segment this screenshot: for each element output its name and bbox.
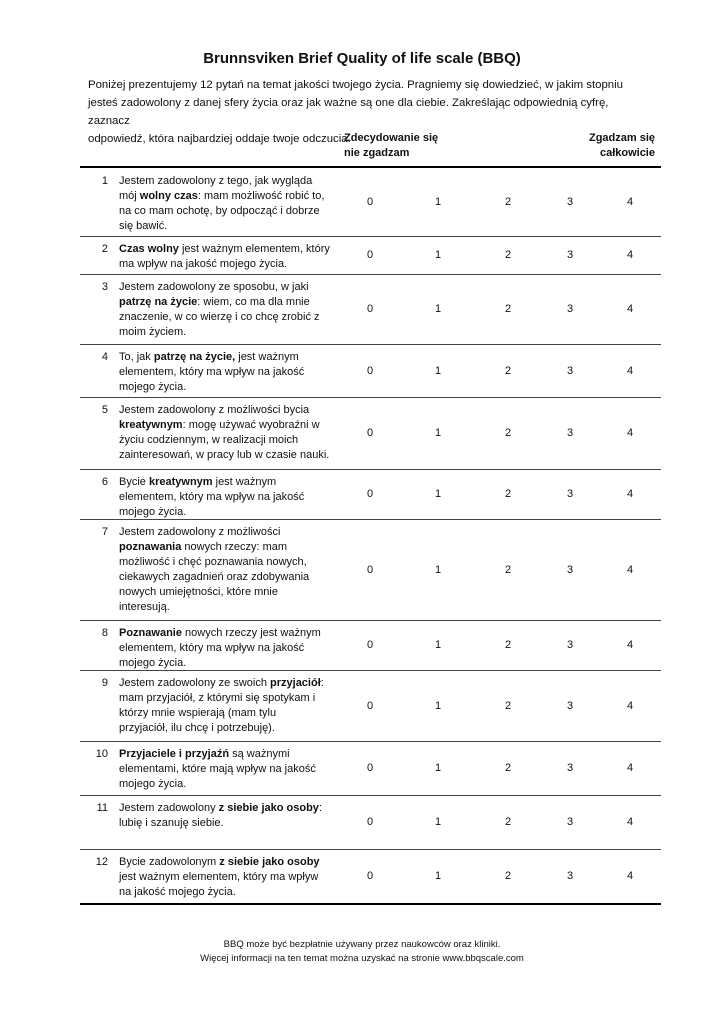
rating-option-3[interactable]: 3 (566, 196, 574, 208)
question-line (119, 656, 341, 671)
question-text (119, 403, 341, 463)
rating-option-0[interactable]: 0 (366, 196, 374, 208)
row-divider (80, 519, 661, 520)
question-line (119, 418, 341, 433)
rating-option-4[interactable]: 4 (626, 249, 634, 261)
question-text-segment: ciekawych zagadnień oraz zdobywania (119, 571, 310, 583)
question-emphasis: Czas wolny (119, 243, 179, 255)
question-text-segment: są ważnymi (229, 748, 290, 760)
scale-header-agree (540, 131, 655, 161)
rating-option-4[interactable]: 4 (626, 364, 634, 377)
footer-note (0, 938, 724, 966)
page-title: Brunnsviken Brief Quality of life scale (BBQ) (203, 50, 521, 67)
rating-option-3[interactable]: 3 (566, 762, 574, 774)
question-text-segment: Jestem zadowolony z możliwości (119, 526, 281, 538)
question-text (119, 747, 341, 792)
rating-option-3[interactable]: 3 (566, 303, 574, 315)
question-line (119, 706, 341, 721)
question-text (119, 475, 341, 520)
question-line (119, 721, 341, 736)
question-row (80, 622, 661, 670)
question-number: 8 (101, 627, 108, 639)
row-divider (80, 274, 661, 275)
rating-option-3[interactable]: 3 (566, 639, 574, 651)
question-text (119, 525, 341, 615)
question-text-segment: na jakość mojego życia. (119, 886, 236, 898)
row-divider (80, 741, 661, 742)
question-text-segment: moim życiem. (119, 326, 187, 338)
question-number: 6 (101, 476, 108, 488)
rating-option-4[interactable]: 4 (626, 699, 634, 712)
question-line (119, 310, 341, 325)
question-row (80, 170, 661, 236)
rating-option-0[interactable]: 0 (366, 249, 374, 261)
question-text (119, 350, 341, 395)
question-text-segment: mojego życia. (119, 657, 187, 669)
question-line (119, 295, 341, 310)
question-emphasis: kreatywnym (119, 419, 183, 431)
row-divider (80, 795, 661, 796)
rating-option-1[interactable]: 1 (434, 816, 442, 828)
question-text-segment: elementami, które mają wpływ na jakość (119, 763, 316, 775)
question-text-segment: nowych rzeczy jest ważnym (181, 627, 321, 639)
question-number: 12 (95, 856, 108, 868)
question-text-segment: znaczenie, w co wierzę i co chcę zrobić z (119, 311, 320, 323)
question-line (119, 570, 341, 585)
question-row (80, 399, 661, 469)
row-divider (80, 620, 661, 621)
question-row (80, 672, 661, 741)
rating-option-1[interactable]: 1 (434, 699, 442, 712)
question-text-segment: mojego życia. (119, 778, 187, 790)
question-line (119, 365, 341, 380)
question-text (119, 242, 341, 272)
footer-line: BBQ może być bezpłatnie używany przez naukowców oraz kliniki. (223, 939, 501, 950)
rating-option-4[interactable]: 4 (626, 563, 634, 576)
question-text-segment: zainteresowań, w pracy lub w czasie nauki. (119, 449, 330, 461)
question-row (80, 471, 661, 519)
rating-option-1[interactable]: 1 (434, 303, 442, 315)
question-text-segment: jest ważnym elementem, który (178, 243, 330, 255)
question-text-segment: życiu codziennym, w realizacji moich (119, 434, 299, 446)
question-text-segment: Jestem zadowolony z możliwości bycia (119, 404, 310, 416)
question-text-segment: się bawić. (119, 220, 168, 232)
rating-option-4[interactable]: 4 (626, 639, 634, 651)
intro-line: jesteś zadowolony z danej sfery życia oraz jak ważne są one dla ciebie. Zakreślając odpowiednią cyfrę, zaznacz (88, 97, 609, 127)
question-text-segment: mój (119, 190, 140, 202)
question-row (80, 743, 661, 795)
rating-option-3[interactable]: 3 (566, 870, 574, 882)
rating-option-3[interactable]: 3 (566, 364, 574, 377)
rating-option-2[interactable]: 2 (504, 816, 512, 828)
question-number: 2 (101, 243, 108, 255)
question-line (119, 641, 341, 656)
question-text-segment: jest ważnym elementem, który ma wpływ (119, 871, 319, 883)
question-line (119, 433, 341, 448)
scale-header-disagree (344, 131, 484, 161)
question-row (80, 851, 661, 903)
question-text-segment: : (318, 802, 322, 814)
question-text-segment: : (320, 677, 324, 689)
question-text-segment: nowych umiejętności, które mnie (119, 586, 278, 598)
question-number: 4 (101, 351, 108, 363)
question-emphasis: Przyjaciele i przyjaźń (119, 748, 230, 760)
question-number: 1 (101, 175, 108, 187)
scale-header-line: całkowicie (599, 147, 655, 159)
question-line (119, 855, 341, 870)
question-line (119, 174, 341, 189)
question-text-segment: nowych rzeczy: mam (181, 541, 288, 553)
question-line (119, 555, 341, 570)
row-divider (80, 849, 661, 850)
rating-option-4[interactable]: 4 (626, 762, 634, 774)
rating-option-0[interactable]: 0 (366, 870, 374, 882)
rating-option-3[interactable]: 3 (566, 249, 574, 261)
question-emphasis: Poznawanie (119, 627, 182, 639)
question-line (119, 189, 341, 204)
row-divider (80, 469, 661, 470)
question-line (119, 801, 341, 816)
question-line (119, 380, 341, 395)
scale-header-line: Zdecydowanie się (344, 132, 439, 144)
rating-option-3[interactable]: 3 (566, 816, 574, 828)
question-line (119, 525, 341, 540)
question-line (119, 885, 341, 900)
question-text-segment: Bycie (119, 476, 149, 488)
rating-option-1[interactable]: 1 (434, 870, 442, 882)
question-text (119, 174, 341, 234)
question-text-segment: Jestem zadowolony z tego, jak wygląda (119, 175, 313, 187)
question-emphasis: patrzę na życie (119, 296, 198, 308)
question-line (119, 257, 341, 272)
question-number: 7 (101, 526, 108, 538)
question-text-segment: mam przyjaciół, z którymi się spotykam i (119, 692, 316, 704)
question-emphasis: z siebie jako osoby (218, 802, 319, 814)
question-line (119, 475, 341, 490)
rating-option-0[interactable]: 0 (366, 639, 374, 651)
rating-option-1[interactable]: 1 (434, 639, 442, 651)
question-text (119, 280, 341, 340)
rating-option-4[interactable]: 4 (626, 303, 634, 315)
question-text (119, 676, 341, 736)
rating-option-2[interactable]: 2 (504, 870, 512, 882)
rating-option-4[interactable]: 4 (626, 870, 634, 882)
scale-header-line: nie zgadzam (344, 147, 410, 159)
question-line (119, 280, 341, 295)
rating-option-2[interactable]: 2 (504, 563, 512, 576)
rating-option-1[interactable]: 1 (434, 563, 442, 576)
question-text-segment: : wiem, co ma dla mnie (197, 296, 310, 308)
question-number: 5 (101, 404, 108, 416)
rating-option-0[interactable]: 0 (366, 563, 374, 576)
row-divider (80, 236, 661, 237)
question-text-segment: interesują. (119, 601, 170, 613)
question-line (119, 204, 341, 219)
question-text-segment: jest ważnym (212, 476, 277, 488)
question-line (119, 676, 341, 691)
question-line (119, 762, 341, 777)
question-row (80, 276, 661, 344)
question-line (119, 242, 341, 257)
question-text-segment: ma wpływ na jakość mojego życia. (119, 258, 288, 270)
rating-option-0[interactable]: 0 (366, 816, 374, 828)
question-line (119, 448, 341, 463)
rating-option-2[interactable]: 2 (504, 639, 512, 651)
question-text-segment: : mogę używać wyobraźni w (182, 419, 320, 431)
question-emphasis: wolny czas (139, 190, 198, 202)
rating-option-2[interactable]: 2 (504, 364, 512, 377)
question-line (119, 777, 341, 792)
row-divider (80, 344, 661, 345)
rating-option-1[interactable]: 1 (434, 762, 442, 774)
rating-option-4[interactable]: 4 (626, 196, 634, 208)
rating-option-3[interactable]: 3 (566, 427, 574, 439)
question-row (80, 797, 661, 849)
question-text-segment: Jestem zadowolony ze swoich (119, 677, 271, 689)
rating-option-1[interactable]: 1 (434, 488, 442, 500)
question-line (119, 219, 341, 234)
rating-option-0[interactable]: 0 (366, 427, 374, 439)
question-text-segment: To, jak (119, 351, 154, 363)
rating-option-2[interactable]: 2 (504, 249, 512, 261)
scale-header-line: Zgadzam się (588, 132, 655, 144)
rating-option-0[interactable]: 0 (366, 699, 374, 712)
row-divider (80, 670, 661, 671)
question-line (119, 585, 341, 600)
question-line (119, 540, 341, 555)
question-emphasis: z siebie jako osoby (219, 856, 320, 868)
rating-option-3[interactable]: 3 (566, 699, 574, 712)
rating-option-3[interactable]: 3 (566, 563, 574, 576)
question-number: 3 (101, 281, 108, 293)
question-line (119, 691, 341, 706)
question-line (119, 816, 341, 831)
question-text-segment: lubię i szanuję siebie. (119, 817, 224, 829)
rating-option-1[interactable]: 1 (434, 364, 442, 377)
table-top-rule (80, 166, 661, 168)
table-bottom-rule (80, 903, 661, 905)
intro-line: Poniżej prezentujemy 12 pytań na temat jakości twojego życia. Pragniemy się dowiedzieć, w jakim stopniu (88, 79, 623, 91)
question-emphasis: patrzę na życie, (153, 351, 236, 363)
question-text-segment: którzy mnie wspierają (mam tylu (119, 707, 277, 719)
question-row (80, 521, 661, 620)
question-line (119, 325, 341, 340)
question-number: 9 (101, 677, 108, 689)
question-emphasis: kreatywnym (148, 476, 213, 488)
rating-option-2[interactable]: 2 (504, 303, 512, 315)
question-line (119, 600, 341, 615)
question-text-segment: Jestem zadowolony ze sposobu, w jaki (119, 281, 309, 293)
question-text-segment: elementem, który ma wpływ na jakość (119, 642, 305, 654)
question-text-segment: Bycie zadowolonym (119, 856, 220, 868)
rating-option-0[interactable]: 0 (366, 303, 374, 315)
question-text-segment: Jestem zadowolony (119, 802, 219, 814)
question-text (119, 801, 341, 831)
rating-option-0[interactable]: 0 (366, 488, 374, 500)
rating-option-1[interactable]: 1 (434, 427, 442, 439)
question-row (80, 238, 661, 274)
question-number: 10 (95, 748, 108, 760)
rating-option-2[interactable]: 2 (504, 488, 512, 500)
question-text-segment: jest ważnym (235, 351, 299, 363)
rating-option-1[interactable]: 1 (434, 196, 442, 208)
question-line (119, 350, 341, 365)
rating-option-2[interactable]: 2 (504, 196, 512, 208)
rating-option-2[interactable]: 2 (504, 762, 512, 774)
question-emphasis: przyjaciół (270, 677, 321, 689)
question-line (119, 747, 341, 762)
rating-option-2[interactable]: 2 (504, 699, 512, 712)
question-row (80, 346, 661, 397)
question-text-segment: elementem, który ma wpływ na jakość (119, 491, 305, 503)
question-line (119, 490, 341, 505)
question-text (119, 855, 341, 900)
rating-option-2[interactable]: 2 (504, 427, 512, 439)
question-text-segment: na co mam ochotę, by odpocząć i dobrze (119, 205, 320, 217)
question-line (119, 870, 341, 885)
rating-option-3[interactable]: 3 (566, 488, 574, 500)
question-line (119, 626, 341, 641)
rating-option-1[interactable]: 1 (434, 249, 442, 261)
question-text (119, 626, 341, 671)
rating-option-0[interactable]: 0 (366, 364, 374, 377)
rating-option-4[interactable]: 4 (626, 816, 634, 828)
rating-option-4[interactable]: 4 (626, 427, 634, 439)
intro-line: odpowiedź, która najbardziej oddaje twoje odczucia. (88, 133, 351, 145)
question-text-segment: : mam możliwość robić to, (197, 190, 325, 202)
rating-option-0[interactable]: 0 (366, 762, 374, 774)
question-text-segment: mojego życia. (119, 381, 187, 393)
question-line (119, 505, 341, 520)
question-line (119, 403, 341, 418)
question-text-segment: przyjaciół, ilu chcę i potrzebuję). (119, 722, 275, 734)
row-divider (80, 397, 661, 398)
question-text-segment: elementem, który ma wpływ na jakość (119, 366, 305, 378)
question-emphasis: poznawania (119, 541, 182, 553)
footer-line: Więcej informacji na ten temat można uzyskać na stronie www.bbqscale.com (200, 953, 524, 964)
rating-option-4[interactable]: 4 (626, 488, 634, 500)
question-text-segment: możliwość i chęć poznawania nowych, (119, 556, 307, 568)
question-number: 11 (96, 802, 108, 814)
question-text-segment: mojego życia. (119, 506, 187, 518)
